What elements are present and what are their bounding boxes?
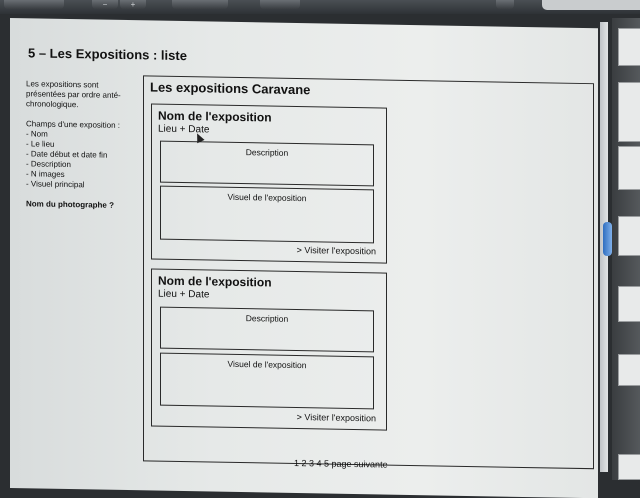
- page-title: 5 – Les Expositions : liste: [28, 45, 187, 64]
- toolbar-button[interactable]: [496, 0, 514, 9]
- notes-fields-list: [26, 129, 136, 191]
- page-thumbnail[interactable]: [618, 286, 640, 322]
- document-page: [10, 18, 598, 498]
- toolbar-button[interactable]: [172, 0, 228, 9]
- visit-exhibition-link[interactable]: > Visiter l'exposition: [296, 412, 376, 424]
- exhibition-place-date: Lieu + Date: [158, 288, 210, 301]
- notes-field: - Nom: [26, 129, 48, 139]
- page-thumbnail[interactable]: [618, 82, 640, 142]
- notes-question: Nom du photographe ?: [26, 199, 114, 210]
- notes-field: - Date début et date fin: [26, 149, 108, 160]
- notes-field: - N images: [26, 169, 65, 179]
- toolbar-button[interactable]: [260, 0, 300, 9]
- wireframe-title: Les expositions Caravane: [150, 79, 311, 98]
- annotation-notes: [26, 79, 136, 211]
- visual-box: Visuel de l'exposition: [160, 186, 374, 244]
- notes-field: - Description: [26, 159, 71, 170]
- exhibition-card: [151, 103, 387, 263]
- wireframe-panel: [143, 75, 594, 469]
- description-box: Description: [160, 141, 374, 187]
- page-thumbnail[interactable]: [618, 354, 640, 386]
- exhibition-card: [151, 268, 387, 430]
- page-thumbnail[interactable]: [618, 28, 640, 66]
- page-thumbnail[interactable]: [618, 216, 640, 256]
- toolbar-button[interactable]: [4, 0, 64, 9]
- page-thumbnail[interactable]: [618, 146, 640, 190]
- pagination[interactable]: 1 2 3 4 5 page suivante: [294, 457, 388, 470]
- notes-field: - Le lieu: [26, 139, 55, 149]
- notes-fields-heading: Champs d'une exposition :: [26, 119, 121, 130]
- scrollbar-thumb[interactable]: [603, 222, 612, 256]
- notes-intro: Les expositions sont présentées par ordre anté-chronologique.: [26, 79, 121, 110]
- exhibition-name: Nom de l'exposition: [158, 108, 272, 125]
- visual-box: Visuel de l'exposition: [160, 353, 374, 410]
- exhibition-name: Nom de l'exposition: [158, 273, 272, 290]
- visit-exhibition-link[interactable]: > Visiter l'exposition: [296, 245, 376, 257]
- zoom-out-button[interactable]: −: [92, 0, 118, 9]
- page-thumbnail[interactable]: [618, 454, 640, 480]
- page-thumbnails-panel: [612, 18, 640, 480]
- search-field[interactable]: [542, 0, 640, 10]
- exhibition-place-date: Lieu + Date: [158, 123, 210, 136]
- app-toolbar: [0, 0, 640, 14]
- zoom-in-button[interactable]: +: [120, 0, 146, 9]
- notes-field: - Visuel principal: [26, 179, 85, 190]
- description-box: Description: [160, 307, 374, 353]
